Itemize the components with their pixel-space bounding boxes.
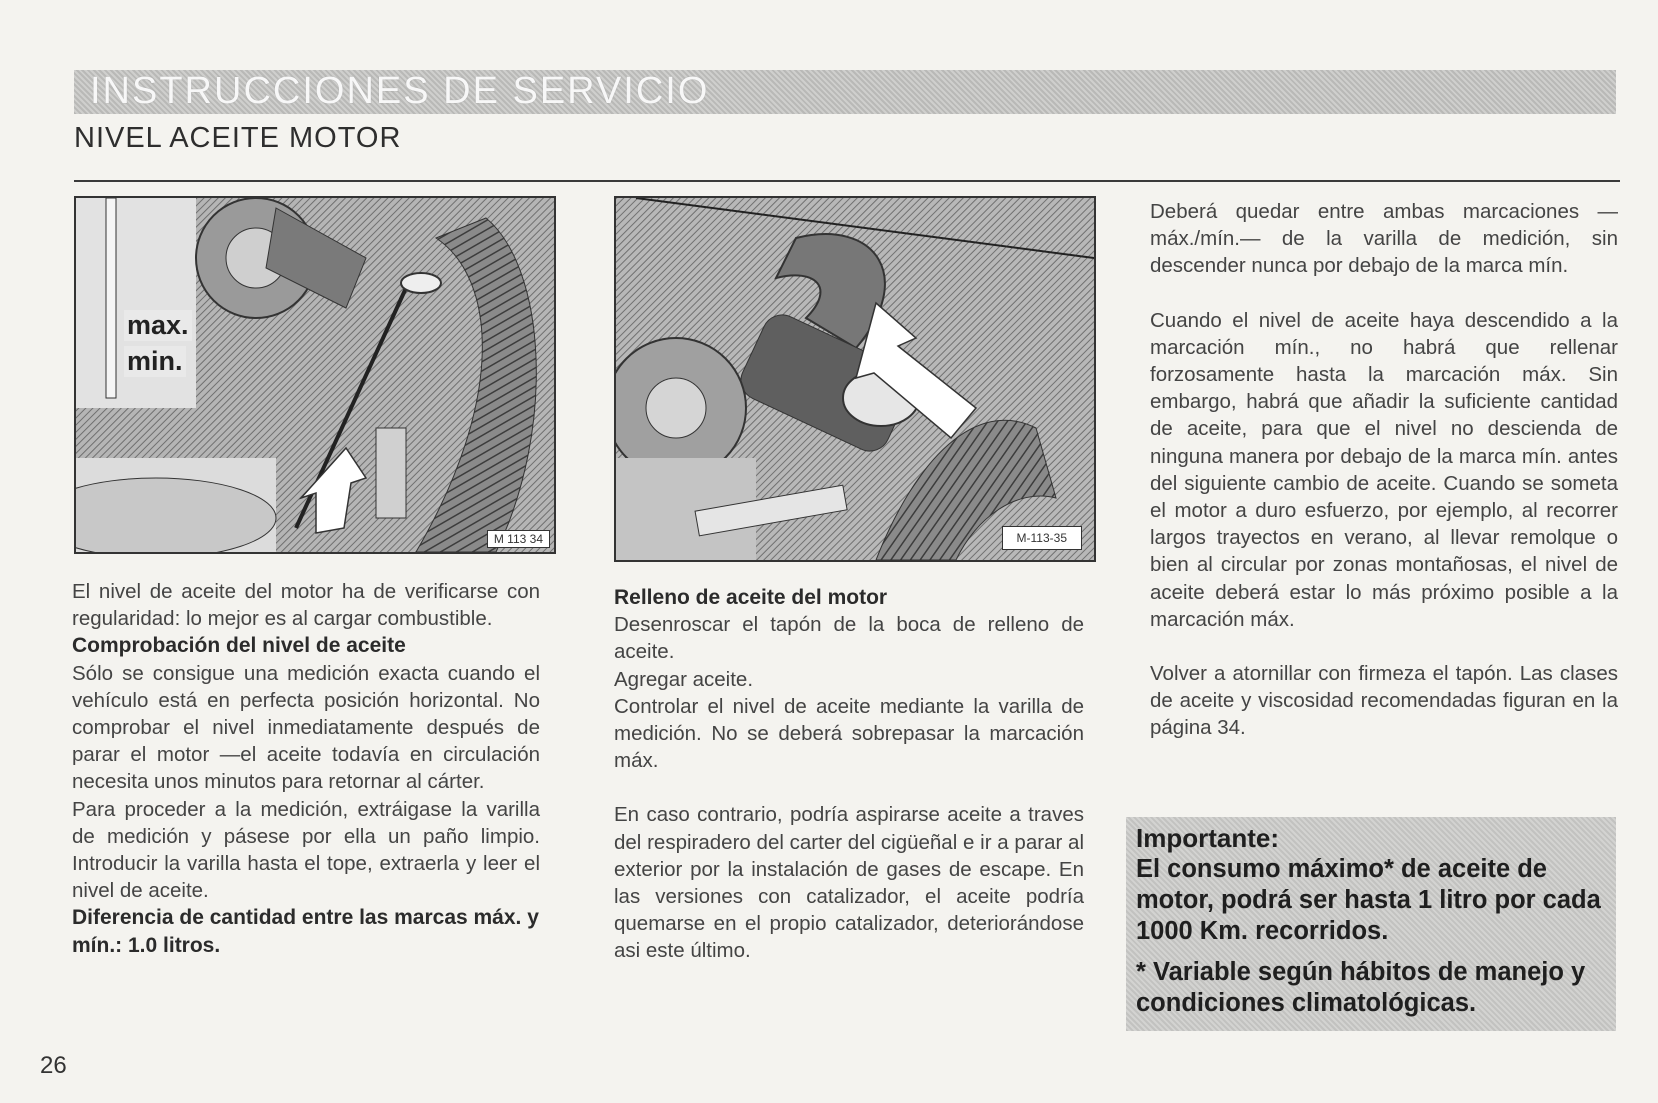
notice-title: Importante:: [1136, 823, 1279, 853]
refill-heading: Relleno de aceite del motor: [614, 586, 888, 609]
page-number: 26: [40, 1052, 67, 1079]
level-paragraph: Deberá quedar entre ambas marcaciones —máx./mín.— de la varilla de medición, sin descender nunca por debajo de la marca mín.: [1150, 200, 1618, 278]
refill-step-1: Desenroscar el tapón de la boca de relleno de aceite.: [614, 613, 1084, 664]
title-divider: [74, 180, 1620, 182]
check-heading: Comprobación del nivel de aceite: [72, 634, 406, 658]
page-title: NIVEL ACEITE MOTOR: [74, 122, 402, 154]
intro-paragraph: El nivel de aceite del motor ha de verificarse con regularidad: lo mejor es al cargar combustible.: [72, 580, 540, 631]
figure-code-left: M 113 34: [487, 530, 550, 548]
oil-filler-illustration: [616, 198, 1094, 560]
oil-filler-figure: [614, 196, 1096, 562]
refill-step-2: Agregar aceite.: [614, 667, 754, 691]
notice-body: El consumo máximo* de aceite de motor, podrá ser hasta 1 litro por cada 1000 Km. recorridos.: [1136, 855, 1601, 945]
check-paragraph: Sólo se consigue una medición exacta cuando el vehículo está en perfecta posición horizontal. No comprobar el nivel inmediatamente después de parar el motor —el aceite todavía en circulación necesita unos minutos para retornar al cárter.: [72, 661, 540, 794]
low-level-paragraph: Cuando el nivel de aceite haya descendido a la marcación mín., no habrá que rellenar forzosamente hasta la marcación máx. Sin embargo, habrá que añadir la suficiente cantidad de aceite, para que el nivel no descienda de ninguna manera por debajo de la marca mín. antes del siguiente cambio de aceite. Cuando se someta el motor a duro esfuerzo, por ejemplo, al recorrer largos trayectos en verano, al llevar remolque o bien al circular por zonas montañosas, el nivel de aceite deberá estar lo más próximo posible a la marcación máx.: [1150, 308, 1618, 631]
max-mark-label: max.: [124, 310, 192, 341]
column-left: [72, 578, 540, 959]
refill-warning: En caso contrario, podría aspirarse aceite a traves del respiradero del carter del cigüeñal e ir a parar al exterior por la instalación de gases de escape. En las versiones con catalizador, el aceite podría quemarse en el propio catalizador, deteriorándose asi este último.: [614, 803, 1084, 963]
column-middle: [614, 584, 1084, 965]
notice-footnote: * Variable según hábitos de manejo y condiciones climatológicas.: [1136, 958, 1586, 1017]
section-banner: [74, 70, 1616, 114]
measure-paragraph: Para proceder a la medición, extráigase la varilla de medición y pásese por ella un paño limpio. Introducir la varilla hasta el tope, extraerla y leer el nivel de aceite.: [72, 797, 540, 903]
banner-text: INSTRUCCIONES DE SERVICIO: [90, 70, 710, 112]
column-right: [1150, 198, 1618, 742]
difference-heading: Diferencia de cantidad entre las marcas máx. y mín.: 1.0 litros.: [72, 906, 539, 957]
cap-paragraph: Volver a atornillar con firmeza el tapón. Las clases de aceite y viscosidad recomendadas figuran en la página 34.: [1150, 662, 1618, 740]
min-mark-label: min.: [124, 346, 186, 377]
figure-code-middle: M-113-35: [1002, 526, 1082, 550]
dipstick-figure: [74, 196, 556, 554]
refill-step-3: Controlar el nivel de aceite mediante la varilla de medición. No se deberá sobrepasar la marcación máx.: [614, 694, 1084, 773]
important-notice: [1126, 817, 1616, 1031]
